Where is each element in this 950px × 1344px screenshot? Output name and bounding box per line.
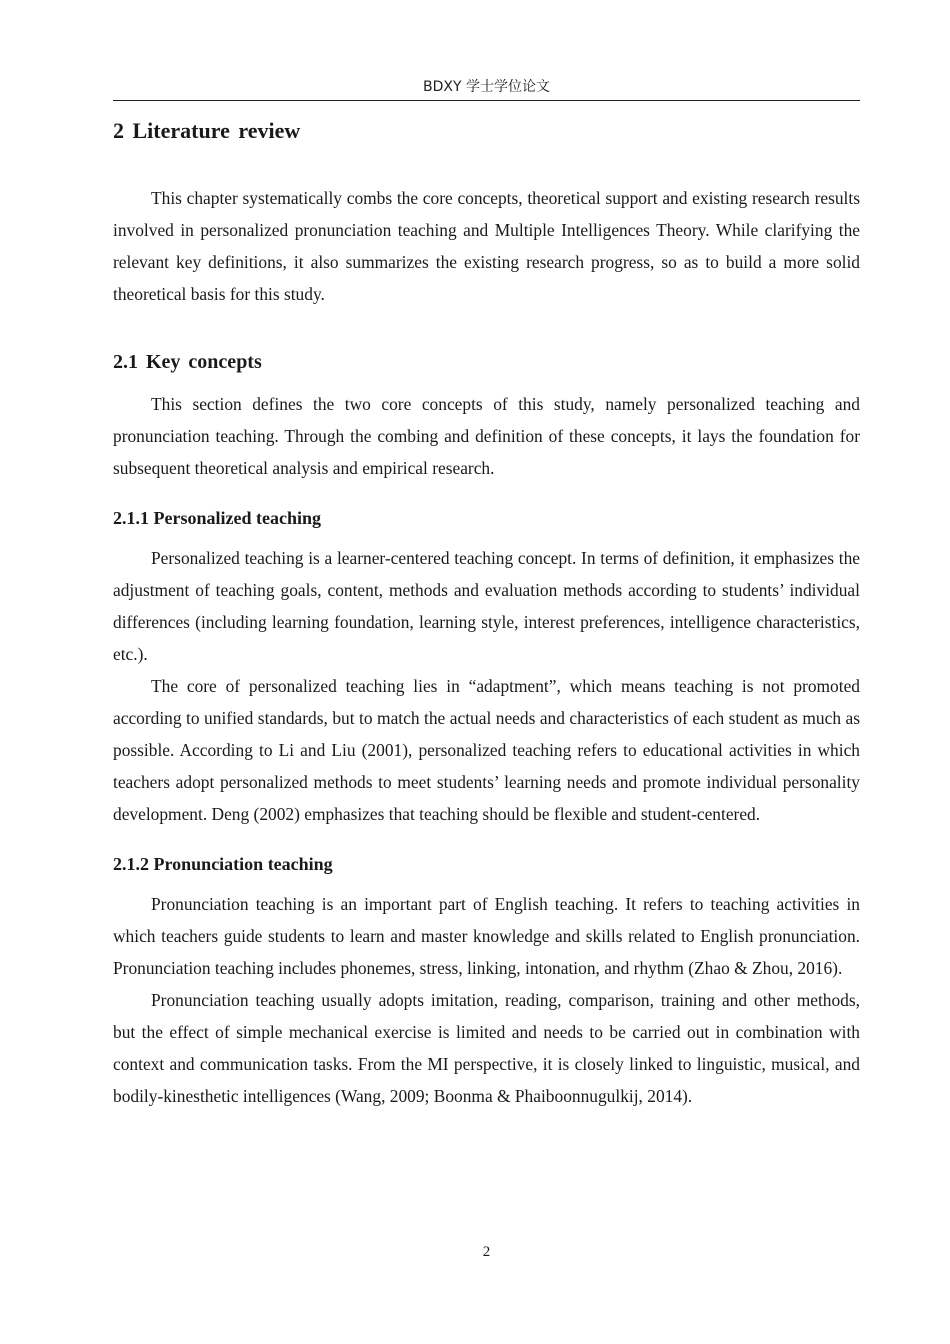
personalized-teaching-paragraph-2: The core of personalized teaching lies in “adaptment”, which means teaching is not promoted according to unified standards, but to match the actual needs and characteristics of each student as much as possible. According to Li and Liu (2001), personalized teaching refers to educational activities in which teachers adopt personalized methods to meet students’ learning needs and promote individual personality development. Deng (2002) emphasizes that teaching should be flexible and student-centered. (113, 676, 860, 824)
section-key-concepts-paragraph: This section defines the two core concepts of this study, namely personalized teaching and pronunciation teaching. Through the combing and definition of these concepts, it lays the foundation for subsequent theoretical analysis and empirical research. (113, 394, 860, 478)
chapter-intro-paragraph: This chapter systematically combs the core concepts, theoretical support and existing research results involved in personalized pronunciation teaching and Multiple Intelligences Theory. While clarifying the relevant key definitions, it also summarizes the existing research progress, so as to build a more solid theoretical basis for this study. (113, 188, 860, 304)
subsection-title-pronunciation-teaching: 2.1.2 Pronunciation teaching (113, 854, 333, 874)
running-header: BDXY 学士学位论文 (423, 79, 550, 95)
subsection-title-personalized-teaching: 2.1.1 Personalized teaching (113, 508, 321, 528)
header-rule (113, 100, 860, 101)
pronunciation-teaching-paragraph-1: Pronunciation teaching is an important part of English teaching. It refers to teaching activities in which teachers guide students to learn and master knowledge and skills related to English pronunciation. Pronunciation teaching includes phonemes, stress, linking, intonation, and rhythm (Zhao & Zhou, 2016). (113, 894, 860, 978)
page-content (113, 114, 860, 1112)
personalized-teaching-paragraph-1: Personalized teaching is a learner-centered teaching concept. In terms of definition, it emphasizes the adjustment of teaching goals, content, methods and evaluation methods according to students’ individual differences (including learning foundation, learning style, interest preferences, intelligence characteristics, etc.). (113, 548, 860, 664)
pronunciation-teaching-paragraph-2: Pronunciation teaching usually adopts imitation, reading, comparison, training and other methods, but the effect of simple mechanical exercise is limited and needs to be carried out in combination with context and communication tasks. From the MI perspective, it is closely linked to linguistic, musical, and bodily-kinesthetic intelligences (Wang, 2009; Boonma & Phaiboonnugulkij, 2014). (113, 990, 860, 1106)
document-page (113, 0, 860, 1344)
section-title-key-concepts: 2.1 Key concepts (113, 351, 262, 373)
chapter-title: 2 Literature review (113, 118, 301, 143)
page-number: 2 (482, 1244, 491, 1260)
